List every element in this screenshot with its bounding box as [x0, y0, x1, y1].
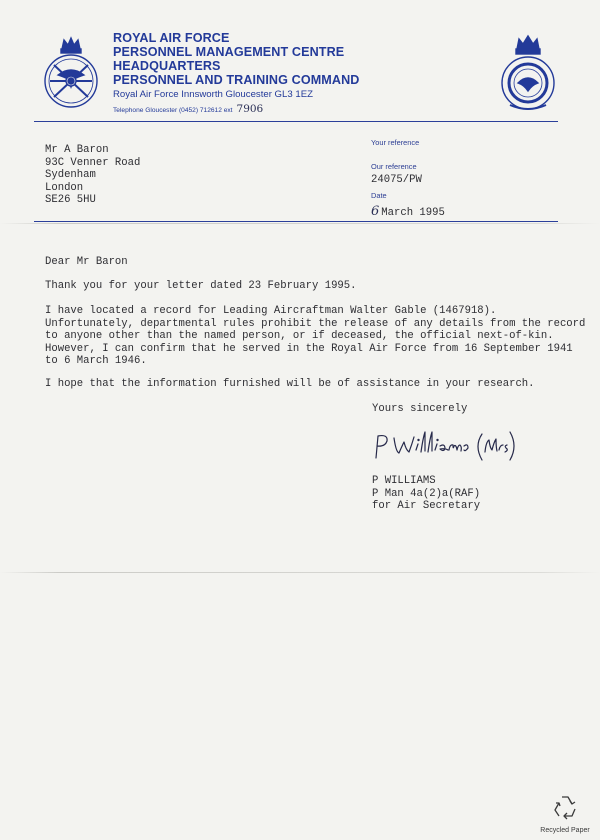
- date-label: Date: [371, 191, 387, 200]
- paragraph-3: [45, 378, 535, 391]
- paragraph-line: Thank you for your letter dated 23 February 1995.: [45, 280, 357, 292]
- letterhead-address: Royal Air Force Innsworth Gloucester GL3 1EZ: [113, 89, 313, 100]
- paragraph-2: [45, 305, 585, 368]
- paragraph-line: I hope that the information furnished will be of assistance in your research.: [45, 378, 535, 390]
- paragraph-1: [45, 280, 357, 293]
- paragraph-line: However, I can confirm that he served in the Royal Air Force from 16 September 1941: [45, 342, 573, 355]
- letterhead-line-4: PERSONNEL AND TRAINING COMMAND: [113, 73, 360, 87]
- signatory-title: P Man 4a(2)a(RAF): [372, 487, 481, 500]
- letterhead-telephone: [113, 104, 359, 116]
- letterhead-line-1: ROYAL AIR FORCE: [113, 31, 230, 45]
- address-divider: [34, 221, 558, 222]
- recycled-paper-label: Recycled Paper: [540, 827, 590, 834]
- paragraph-line: I have located a record for Leading Aircraftman Walter Gable (1467918).: [45, 305, 497, 317]
- recycled-paper-mark: [540, 793, 590, 834]
- telephone-extension: 7906: [236, 103, 264, 115]
- handwritten-signature: [370, 428, 520, 466]
- letterhead-line-2: PERSONNEL MANAGEMENT CENTRE: [113, 45, 345, 59]
- date-month-year: March 1995: [381, 207, 445, 219]
- signatory-role: for Air Secretary: [372, 500, 481, 513]
- command-badge-icon: [498, 33, 558, 115]
- letterhead-line-3: HEADQUARTERS: [113, 59, 221, 73]
- paragraph-line: Unfortunately, departmental rules prohibit the release of any details from the record: [45, 317, 586, 330]
- valediction: Yours sincerely: [372, 403, 468, 415]
- paper-fold-line: [0, 223, 600, 224]
- recycle-icon: [550, 793, 580, 821]
- header-divider: [34, 121, 558, 122]
- our-reference-value: 24075/PW: [371, 174, 422, 186]
- recipient-address: [45, 144, 140, 207]
- recipient-line: 93C Venner Road: [45, 156, 141, 169]
- date-day-handwritten: 6: [371, 204, 380, 219]
- letter-date: [371, 204, 445, 219]
- salutation: Dear Mr Baron: [45, 256, 128, 268]
- our-reference-label: Our reference: [371, 162, 417, 171]
- recipient-line: London: [45, 181, 84, 194]
- recipient-line: SE26 5HU: [45, 194, 96, 207]
- recipient-line: Mr A Baron: [45, 144, 109, 156]
- raf-heraldic-badge-icon: [40, 35, 102, 115]
- letterhead: [113, 31, 359, 116]
- paragraph-line: to anyone other than the named person, or if deceased, the official next-of-kin.: [45, 330, 554, 343]
- signatory-details: [372, 475, 480, 513]
- your-reference-label: Your reference: [371, 138, 420, 147]
- signatory-name: P WILLIAMS: [372, 475, 436, 487]
- paragraph-line: to 6 March 1946.: [45, 355, 147, 368]
- paper-fold-line: [0, 572, 600, 573]
- recipient-line: Sydenham: [45, 169, 96, 182]
- telephone-label: Telephone Gloucester (0452) 712612 ext: [113, 107, 233, 114]
